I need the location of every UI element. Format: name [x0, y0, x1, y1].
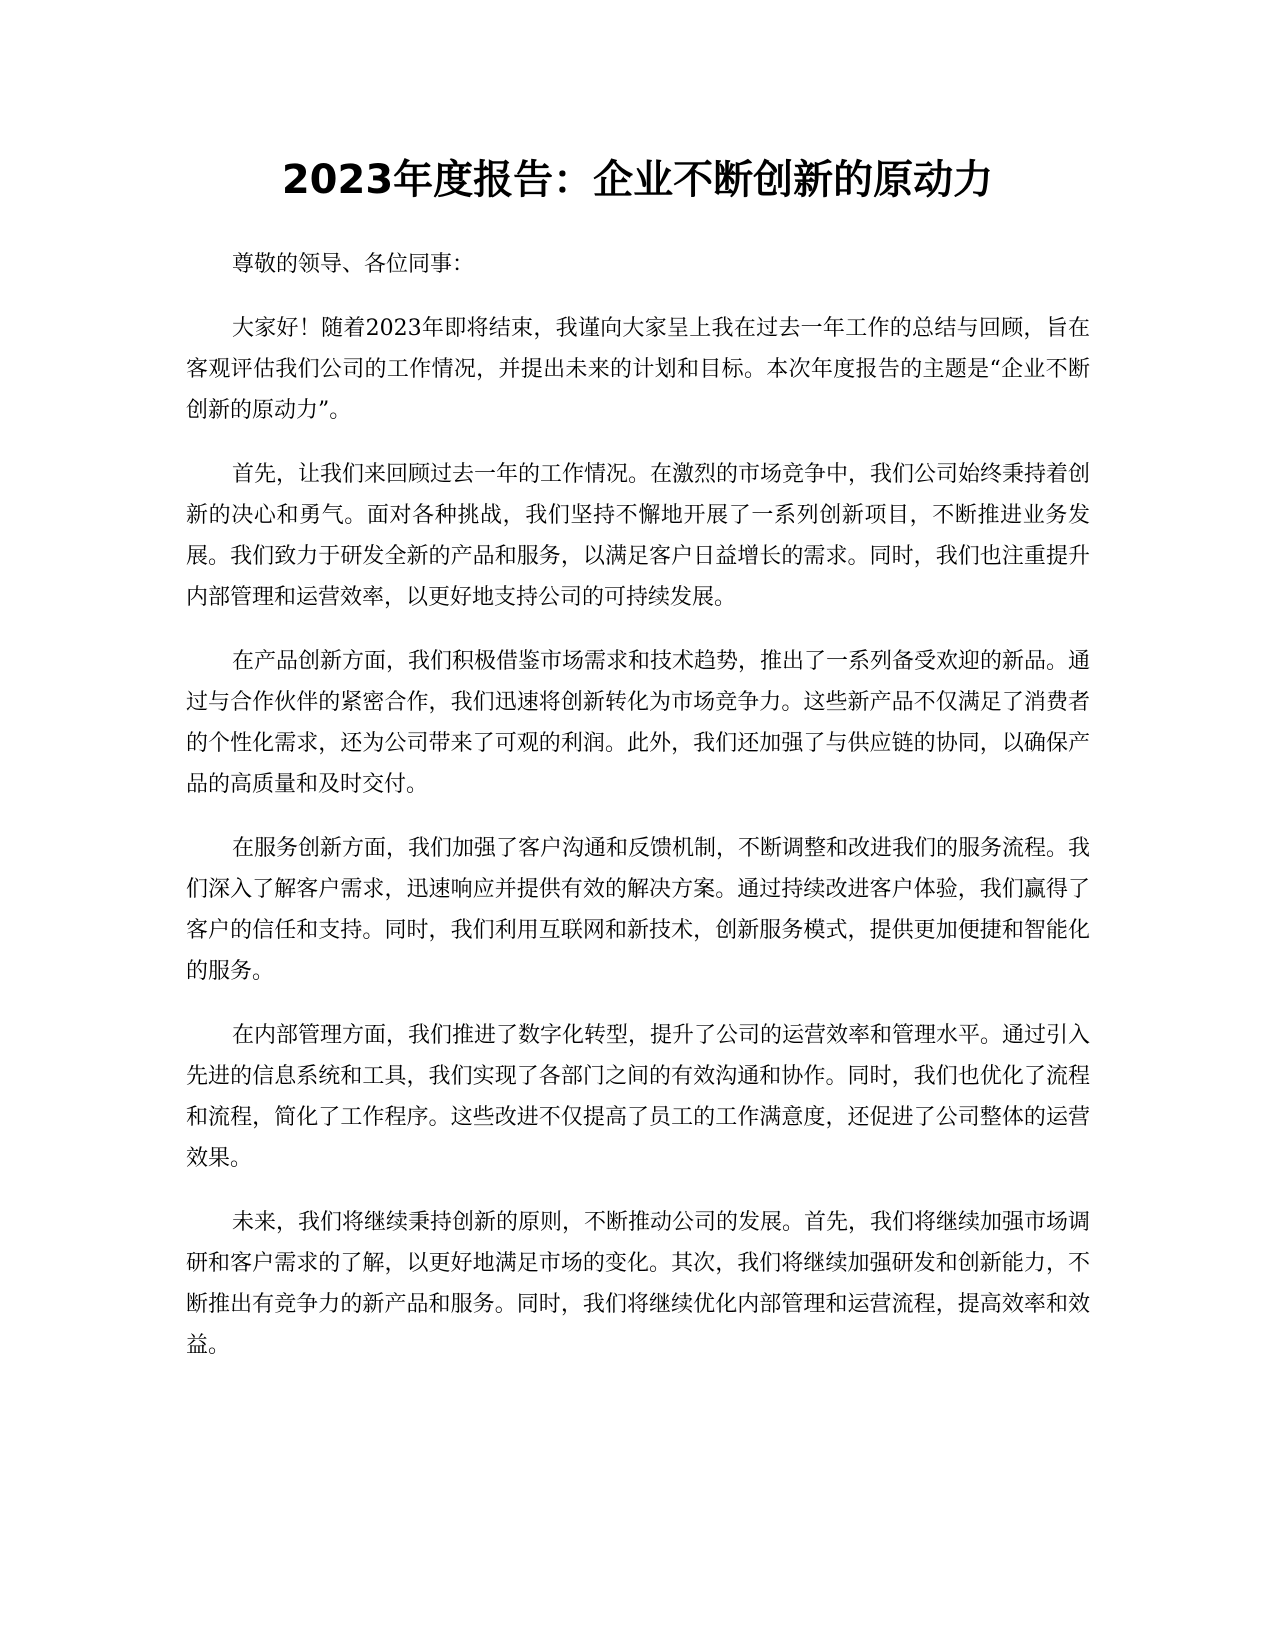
paragraph-internal-management: 在内部管理方面，我们推进了数字化转型，提升了公司的运营效率和管理水平。通过引入先进的信息系统和工具，我们实现了各部门之间的有效沟通和协作。同时，我们也优化了流程和流程，简化了工作程序。这些改进不仅提高了员工的工作满意度，还促进了公司整体的运营效果。	[186, 1023, 1091, 1171]
paragraph-product-innovation: 在产品创新方面，我们积极借鉴市场需求和技术趋势，推出了一系列备受欢迎的新品。通过与合作伙伴的紧密合作，我们迅速将创新转化为市场竞争力。这些新产品不仅满足了消费者的个性化需求，还为公司带来了可观的利润。此外，我们还加强了与供应链的协同，以确保产品的高质量和及时交付。	[186, 649, 1091, 797]
paragraph-service-innovation: 在服务创新方面，我们加强了客户沟通和反馈机制，不断调整和改进我们的服务流程。我们深入了解客户需求，迅速响应并提供有效的解决方案。通过持续改进客户体验，我们赢得了客户的信任和支持。同时，我们利用互联网和新技术，创新服务模式，提供更加便捷和智能化的服务。	[186, 836, 1091, 984]
document-title: 2023年度报告：企业不断创新的原动力	[281, 157, 994, 203]
paragraph-intro: 大家好！随着2023年即将结束，我谨向大家呈上我在过去一年工作的总结与回顾，旨在客观评估我们公司的工作情况，并提出未来的计划和目标。本次年度报告的主题是“企业不断创新的原动力”。	[186, 316, 1090, 423]
paragraph-future-plans: 未来，我们将继续秉持创新的原则，不断推动公司的发展。首先，我们将继续加强市场调研和客户需求的了解，以更好地满足市场的变化。其次，我们将继续加强研发和创新能力，不断推出有竞争力的新产品和服务。同时，我们将继续优化内部管理和运营流程，提高效率和效益。	[186, 1210, 1091, 1358]
paragraph-review: 首先，让我们来回顾过去一年的工作情况。在激烈的市场竞争中，我们公司始终秉持着创新的决心和勇气。面对各种挑战，我们坚持不懈地开展了一系列创新项目，不断推进业务发展。我们致力于研发全新的产品和服务，以满足客户日益增长的需求。同时，我们也注重提升内部管理和运营效率，以更好地支持公司的可持续发展。	[186, 462, 1091, 610]
salutation: 尊敬的领导、各位同事：	[232, 252, 475, 277]
document-body	[186, 244, 1090, 1389]
